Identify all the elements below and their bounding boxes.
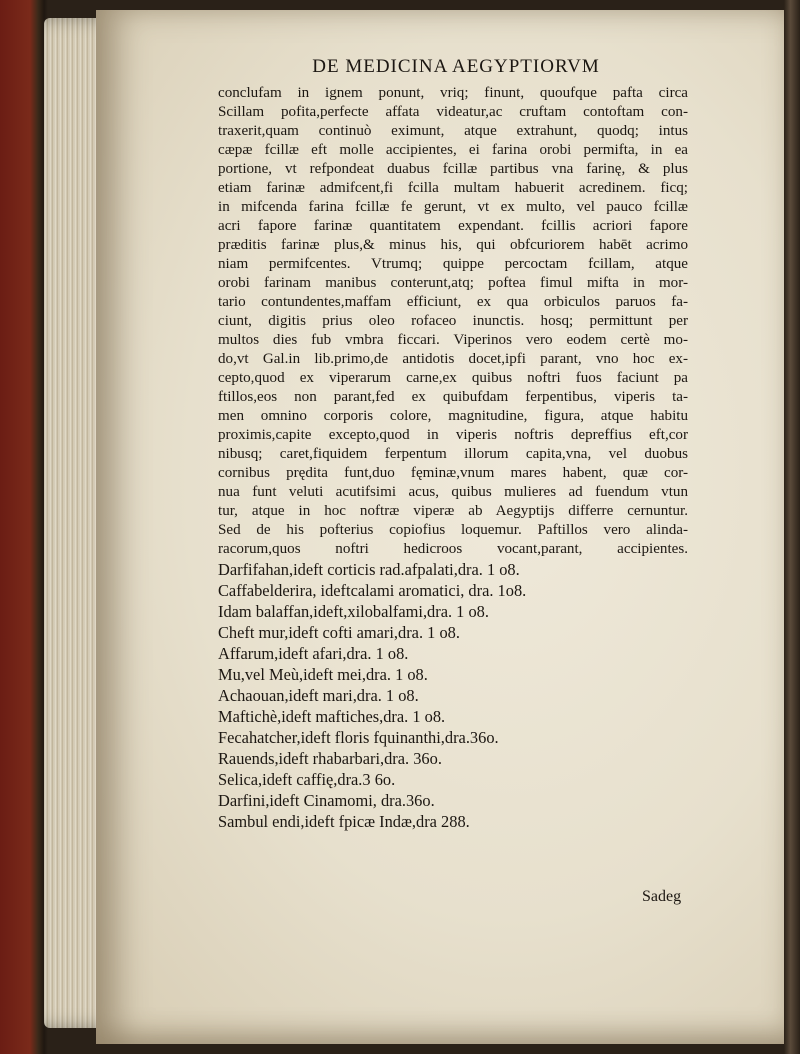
ingredient-line: Idam balaffan,ideft,xilobalfami,dra. 1 o8. xyxy=(218,602,489,621)
text-line: racorum,quos noftri hedicroos vocant,parant, accipientes. xyxy=(218,541,688,557)
text-line: tario contundentes,maffam efficiunt, ex qua orbiculos paruos fa- xyxy=(218,294,688,310)
text-line: cepto,quod ex viperarum carne,ex quibus noftri fuos faciunt pa xyxy=(218,370,688,386)
text-line: portione, vt refpondeat duabus fcillæ partibus vna farinę, & plus xyxy=(218,161,688,177)
text-line: tur, atque in hoc noftræ viperæ ab Aegyptijs differre cernuntur. xyxy=(218,503,688,519)
body-paragraph xyxy=(218,84,688,559)
text-line: conclufam in ignem ponunt, vriq; finunt, quoufque pafta circa xyxy=(218,85,688,101)
text-line: cæpæ fcillæ eft molle accipientes, ei farina orobi permifta, in ea xyxy=(218,142,688,158)
text-line: præditis farinæ plus,& minus his, qui obfcuriorem habēt acrimo xyxy=(218,237,688,253)
ingredient-line: Cheft mur,ideft cofti amari,dra. 1 o8. xyxy=(218,623,460,642)
ingredient-line: Darfini,ideft Cinamomi, dra.36o. xyxy=(218,791,435,810)
text-line: ciunt, digitis prius oleo rofaceo inunctis. hosq; permittunt per xyxy=(218,313,688,329)
ingredient-line: Selica,ideft caffię,dra.3 6o. xyxy=(218,770,396,789)
text-line: etiam farinæ admifcent,fi fcilla multam habuerit acredinem. ficq; xyxy=(218,180,688,196)
ingredient-line: Sambul endi,ideft fpicæ Indæ,dra 288. xyxy=(218,812,470,831)
text-line: orobi farinam manibus conterunt,atq; poftea fimul mifta in mor- xyxy=(218,275,688,291)
text-line: acri fapore farinæ quantitatem expendant. fcillis acriori fapore xyxy=(218,218,688,234)
text-line: Sed de his pofterius copiofius loquemur. Paftillos vero alinda- xyxy=(218,522,688,538)
text-line: nua funt veluti acutifsimi acus, quibus mulieres ad fuendum vtun xyxy=(218,484,688,500)
ingredient-line: Fecahatcher,ideft floris fquinanthi,dra.36o. xyxy=(218,728,499,747)
ingredient-line: Maftichè,ideft maftiches,dra. 1 o8. xyxy=(218,707,446,726)
catchword: Sadeg xyxy=(642,888,682,905)
text-line: cornibus prędita funt,duo fęminæ,vnum mares habent, quæ cor- xyxy=(218,465,688,481)
text-line: in mifcenda farina fcillæ fe gerunt, vt ex multo, vel pauco fcillæ xyxy=(218,199,688,215)
text-line: do,vt Gal.in lib.primo,de antidotis docet,ipfi parant, vno hoc ex- xyxy=(218,351,688,367)
text-line: niam permifcentes. Vtrumq; quippe percoctam fcillam, atque xyxy=(218,256,688,272)
running-head: DE MEDICINA AEGYPTIORVM xyxy=(312,56,600,77)
ingredient-line: Mu,vel Meù,ideft mei,dra. 1 o8. xyxy=(218,665,428,684)
text-line: Scillam pofita,perfecte affata videatur,ac cruftam contoftam con- xyxy=(218,104,688,120)
ingredient-line: Rauends,ideft rhabarbari,dra. 36o. xyxy=(218,749,442,768)
text-line: men omnino corporis colore, magnitudine, figura, atque habitu xyxy=(218,408,688,424)
text-line: nibusq; caret,fiquidem ferpentum illorum capita,vna, vel duobus xyxy=(218,446,688,462)
text-line: ftillos,eos non parant,fed ex quibufdam ferpentibus, viperis ta- xyxy=(218,389,688,405)
text-line: multos dies fub vmbra ficcari. Viperinos vero eodem certè mo- xyxy=(218,332,688,348)
ingredient-line: Darfifahan,ideft corticis rad.afpalati,dra. 1 o8. xyxy=(218,560,520,579)
ingredient-line: Caffabelderira, ideftcalami aromatici, dra. 1o8. xyxy=(218,581,527,600)
text-line: proximis,capite excepto,quod in viperis noftris depreffius eft,cor xyxy=(218,427,688,443)
text-line: traxerit,quam continuò eximunt, atque extrahunt, quodq; intus xyxy=(218,123,688,139)
text-block xyxy=(218,56,688,832)
ingredient-line: Affarum,ideft afari,dra. 1 o8. xyxy=(218,644,409,663)
facing-page-edge xyxy=(784,0,800,1054)
ingredient-line: Achaouan,ideft mari,dra. 1 o8. xyxy=(218,686,419,705)
ingredient-list xyxy=(218,559,688,832)
